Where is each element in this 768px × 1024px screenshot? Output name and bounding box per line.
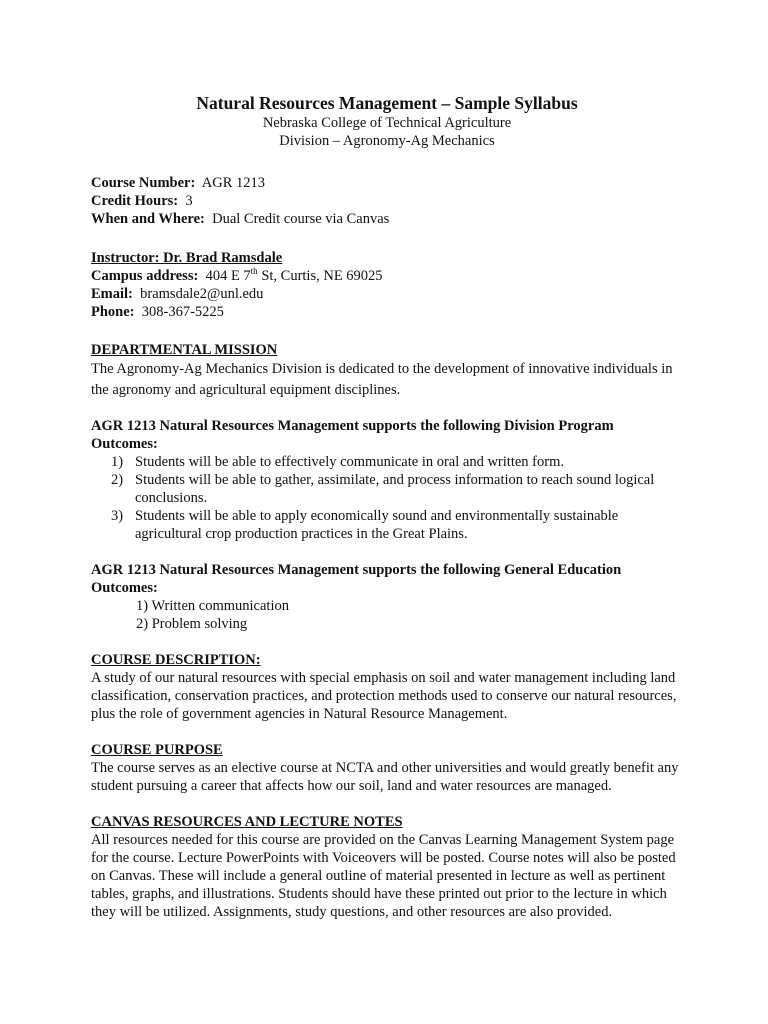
campus-address-label: Campus address: [91,268,199,284]
course-number-line [91,174,683,192]
list-item-text: Students will be able to gather, assimilate, and process information to reach sound logical conclusions. [135,472,655,506]
list-item-text: Students will be able to apply economically sound and environmentally sustainable agricultural crop production practices in the Great Plains. [135,508,619,542]
campus-address-city: St, Curtis, NE 69025 [257,268,383,284]
campus-address-street: 404 E 7 [205,268,251,284]
list-item: 2) Problem solving [136,616,248,632]
course-number-label: Course Number: [91,175,196,191]
gened-outcomes-list [91,597,683,633]
division-outcomes-list [91,453,683,543]
canvas-resources-text: All resources needed for this course are provided on the Canvas Learning Management System page for the course. Lecture PowerPoints with Voiceovers will be posted. Course notes will also be posted on Canvas. These will include a general outline of material presented in lecture as well as pertinent tables, graphs, and illustrations. Students should have these printed out prior to the lecture in which they will be utilized. Assignments, study questions, and other resources are also provided. [91,832,676,920]
credit-hours-line [91,192,683,210]
division-outcomes-heading-line1: AGR 1213 Natural Resources Management supports the following Division Program [91,418,614,434]
course-description-text: A study of our natural resources with special emphasis on soil and water management including land classification, conservation practices, and protection methods used to conserve our natural resources, plus the role of government agencies in Natural Resource Management. [91,670,677,722]
division-name: Division – Agronomy-Ag Mechanics [279,133,495,149]
email-line [91,285,683,303]
mission-text: The Agronomy-Ag Mechanics Division is dedicated to the development of innovative individuals in the agronomy and agricultural equipment disciplines. [91,361,673,398]
list-item-number: 1) [111,454,124,470]
campus-address-suffix: th [250,266,258,277]
campus-address-line [91,267,683,285]
college-name: Nebraska College of Technical Agriculture [262,115,512,131]
division-outcomes-heading-line2: Outcomes: [91,436,158,452]
credit-hours-value: 3 [185,193,193,209]
canvas-resources-heading: CANVAS RESOURCES AND LECTURE NOTES [91,814,403,830]
list-item [111,471,683,507]
phone-label: Phone: [91,304,135,320]
instructor-label: Instructor: Dr. Brad Ramsdale [91,250,283,266]
when-where-line [91,210,683,228]
phone-value: 308-367-5225 [141,304,224,320]
course-purpose-heading: COURSE PURPOSE [91,742,223,758]
gened-outcomes-heading [91,561,683,597]
credit-hours-label: Credit Hours: [91,193,179,209]
page-title: Natural Resources Management – Sample Syllabus [196,93,578,113]
email-value: bramsdale2@unl.edu [140,286,264,302]
course-purpose-text: The course serves as an elective course at NCTA and other universities and would greatly benefit any student pursuing a career that affects how our soil, land and water resources are managed. [91,760,679,794]
course-description-heading: COURSE DESCRIPTION: [91,652,261,668]
list-item: 1) Written communication [136,598,289,614]
list-item [111,507,683,543]
list-item-number: 2) [111,472,124,488]
campus-address-value [206,268,383,284]
list-item-number: 3) [111,508,124,524]
when-where-label: When and Where: [91,211,205,227]
email-label: Email: [91,286,133,302]
mission-heading: DEPARTMENTAL MISSION [91,342,278,358]
division-outcomes-heading [91,417,683,453]
when-where-value: Dual Credit course via Canvas [212,211,390,227]
instructor-line [91,249,683,267]
gened-outcomes-heading-line1: AGR 1213 Natural Resources Management supports the following General Education [91,562,622,578]
list-item-text: Students will be able to effectively communicate in oral and written form. [135,454,564,470]
document-body [91,92,683,921]
course-number-value: AGR 1213 [201,175,266,191]
gened-outcomes-heading-line2: Outcomes: [91,580,158,596]
list-item [111,453,683,471]
phone-line [91,303,683,321]
